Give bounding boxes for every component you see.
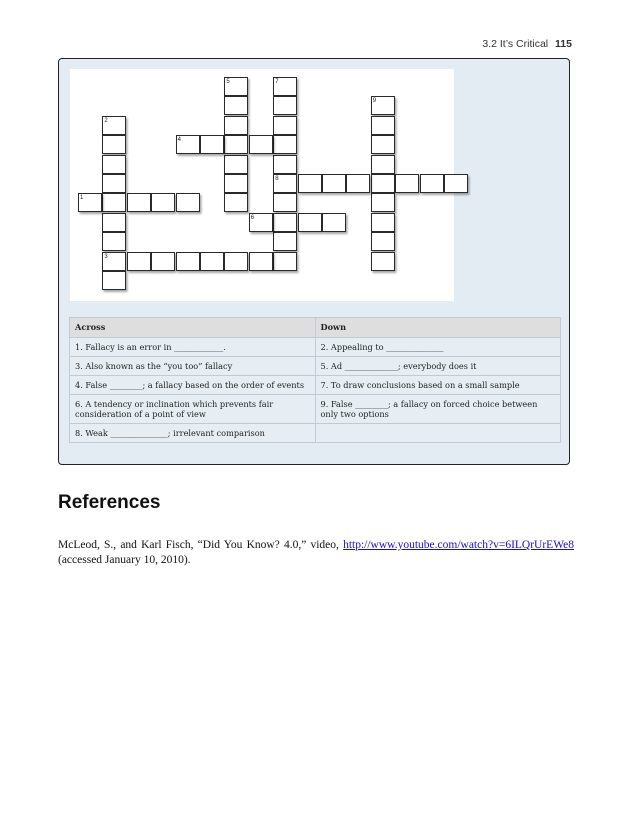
down-clue <box>315 424 561 443</box>
crossword-cell[interactable] <box>371 116 395 135</box>
crossword-cell[interactable] <box>371 174 395 193</box>
clue-number: 7 <box>275 79 279 85</box>
down-clue: 7. To draw conclusions based on a small sample <box>315 376 561 395</box>
crossword-cell[interactable] <box>322 213 346 232</box>
crossword-grid <box>70 69 454 301</box>
across-clue: 3. Also known as the “you too” fallacy <box>70 357 316 376</box>
crossword-cell[interactable] <box>273 116 297 135</box>
crossword-cell[interactable] <box>224 116 248 135</box>
crossword-cell[interactable] <box>273 135 297 154</box>
crossword-cell[interactable] <box>420 174 444 193</box>
crossword-cell[interactable] <box>371 193 395 212</box>
running-head <box>482 38 572 50</box>
crossword-cell[interactable] <box>102 271 126 290</box>
crossword-cell[interactable] <box>102 232 126 251</box>
clue-table-header-row <box>70 318 561 338</box>
down-clue: 5. Ad _____________; everybody does it <box>315 357 561 376</box>
down-clue: 9. False ________; a fallacy on forced choice between only two options <box>315 395 561 424</box>
crossword-cell[interactable] <box>200 135 224 154</box>
crossword-cell[interactable] <box>102 213 126 232</box>
crossword-cell[interactable] <box>249 135 273 154</box>
accessed-date: (accessed January 10, 2010). <box>58 554 191 566</box>
clue-number: 4 <box>177 137 181 144</box>
crossword-cell[interactable] <box>371 135 395 154</box>
crossword-cell[interactable] <box>200 252 224 271</box>
crossword-cell[interactable] <box>102 155 126 174</box>
crossword-cell[interactable] <box>224 135 248 154</box>
clue-row <box>70 395 561 424</box>
crossword-cell[interactable] <box>273 193 297 212</box>
crossword-cell[interactable] <box>371 232 395 251</box>
crossword-cell[interactable] <box>176 252 200 271</box>
down-clue: 2. Appealing to ______________ <box>315 338 561 357</box>
crossword-cell[interactable] <box>371 155 395 174</box>
crossword-cell[interactable] <box>102 174 126 193</box>
reference-entry <box>58 538 574 568</box>
down-header: Down <box>315 318 561 338</box>
citation-text: McLeod, S., and Karl Fisch, “Did You Know? 4.0,” video, <box>58 539 339 551</box>
references-heading: References <box>58 492 161 513</box>
clue-row <box>70 357 561 376</box>
crossword-cell[interactable] <box>151 193 175 212</box>
clue-row <box>70 376 561 395</box>
crossword-cell[interactable] <box>444 174 468 193</box>
across-clue: 6. A tendency or inclination which prevents fair consideration of a point of view <box>70 395 316 424</box>
across-clue: 1. Fallacy is an error in ____________. <box>70 338 316 357</box>
crossword-cell[interactable] <box>102 193 126 212</box>
crossword-cell[interactable] <box>395 174 419 193</box>
crossword-cell[interactable] <box>127 252 151 271</box>
section-title: 3.2 It’s Critical <box>482 38 549 50</box>
crossword-exercise-box <box>58 58 570 465</box>
crossword-cell[interactable] <box>224 252 248 271</box>
crossword-cell[interactable] <box>322 174 346 193</box>
video-link[interactable]: http://www.youtube.com/watch?v=6ILQrUrEWe8 <box>343 539 574 551</box>
crossword-cell[interactable] <box>127 193 151 212</box>
clue-number: 6 <box>250 214 255 221</box>
clue-number: 1 <box>80 195 84 202</box>
across-clue: 4. False ________; a fallacy based on the order of events <box>70 376 316 395</box>
crossword-cell[interactable] <box>176 193 200 212</box>
crossword-cell[interactable] <box>273 213 297 232</box>
crossword-cell[interactable] <box>102 135 126 154</box>
clue-number: 9 <box>372 98 377 105</box>
page-number: 115 <box>555 38 572 50</box>
crossword-cell[interactable] <box>249 252 273 271</box>
crossword-cell[interactable] <box>298 174 322 193</box>
crossword-cell[interactable] <box>224 155 248 174</box>
crossword-cell[interactable] <box>371 213 395 232</box>
crossword-cell[interactable] <box>273 155 297 174</box>
crossword-cell[interactable] <box>224 174 248 193</box>
crossword-cell[interactable] <box>151 252 175 271</box>
crossword-cell[interactable] <box>273 96 297 115</box>
crossword-cell[interactable] <box>346 174 370 193</box>
clue-number: 3 <box>104 253 108 260</box>
clue-number: 2 <box>104 117 108 124</box>
crossword-cell[interactable] <box>273 232 297 251</box>
across-clue: 8. Weak ______________; irrelevant comparison <box>70 424 316 443</box>
clue-table <box>69 317 561 443</box>
crossword-cell[interactable] <box>298 213 322 232</box>
clue-number: 8 <box>275 176 279 182</box>
crossword-cell[interactable] <box>224 96 248 115</box>
clue-row <box>70 424 561 443</box>
crossword-cell[interactable] <box>224 193 248 212</box>
clue-row <box>70 338 561 357</box>
clue-number: 5 <box>226 79 230 85</box>
crossword-cell[interactable] <box>371 252 395 271</box>
crossword-cell[interactable] <box>273 252 297 271</box>
across-header: Across <box>70 318 316 338</box>
